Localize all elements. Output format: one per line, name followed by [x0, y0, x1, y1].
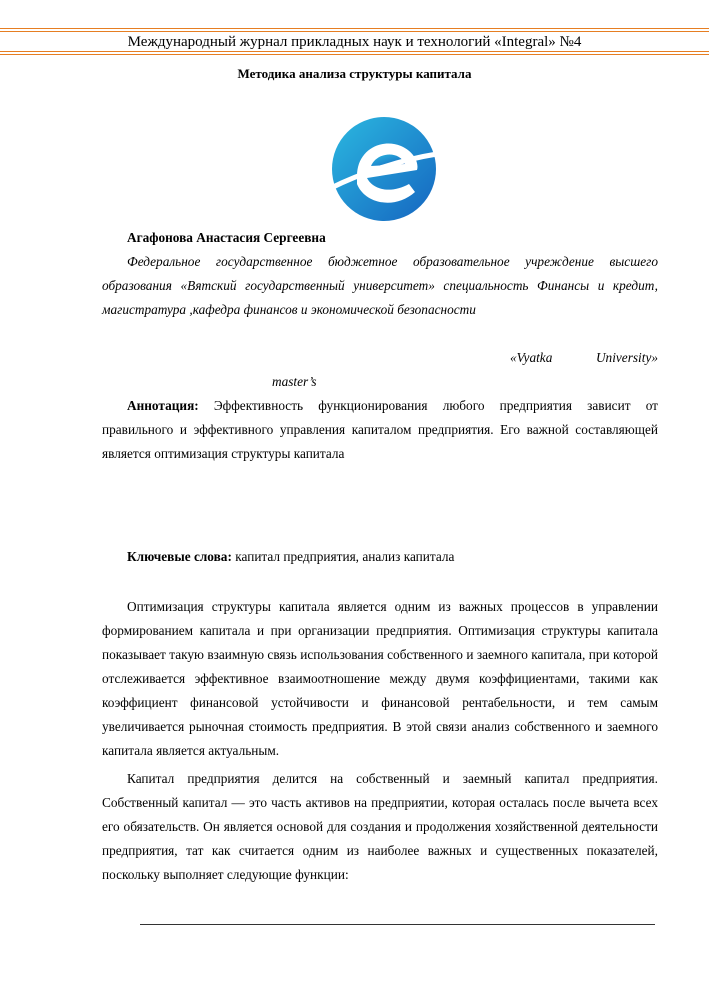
affiliation-en-word-1: «Vyatka — [510, 350, 553, 365]
affiliation-en-word-2: University» — [595, 350, 658, 365]
body-paragraph-1: Оптимизация структуры капитала является одним из важных процессов в управлении формированием капитала и при организации предприятия. Оптимизация структуры капитала показывает такую взаимную связь использования собственного и заемного капитала, при которой отслеживается эффективное взаимоотношение между двумя коэффициентами, такими как коэффициент финансовой устойчивости и финансовой рентабельности, и тем самым увеличивается рыночная стоимость предприятия. В этой связи анализ собственного и заемного капитала является актуальным. — [102, 599, 658, 758]
journal-header: Международный журнал прикладных наук и технологий «Integral» №4 — [127, 34, 582, 50]
footer-rule — [140, 924, 655, 925]
header-rule-bottom-inner — [0, 54, 709, 55]
header-rule-top-inner — [0, 31, 709, 32]
abstract — [102, 394, 658, 466]
affiliation-line-1: Федеральное государственное бюджетное образовательное учреждение высшего — [127, 254, 658, 269]
affiliation-line-2: образования «Вятский государственный университет» специальность Финансы и кредит, — [102, 278, 658, 293]
abstract-label: Аннотация: — [127, 398, 199, 413]
article-title: Методика анализа структуры капитала — [237, 66, 472, 81]
header-rule-top — [0, 28, 709, 29]
header-rule-bottom — [0, 51, 709, 52]
author-name: Агафонова Анастасия Сергеевна — [127, 230, 326, 245]
keywords-label: Ключевые слова: — [127, 549, 232, 564]
affiliation-line-3: магистратура ,кафедра финансов и экономической безопасности — [102, 302, 476, 317]
e-logo-icon — [329, 114, 439, 224]
keywords-text: капитал предприятия, анализ капитала — [235, 549, 455, 564]
abstract-text: Эффективность функционирования любого предприятия зависит от правильного и эффективного управления капиталом предприятия. Его важной составляющей является оптимизация структуры капитала — [102, 398, 658, 461]
body-paragraph-2: Капитал предприятия делится на собственный и заемный капитал предприятия. Собственный капитал — это часть активов на предприятии, которая осталась после вычета всех его обязательств. Он является основой для создания и продолжения хозяйственной деятельности предприятия, тат как считается одним из наиболее важных и существенных показателей, поскольку выполняет следующие функции: — [102, 771, 658, 882]
keywords — [102, 545, 658, 569]
affiliation-en-word-3: master’s — [272, 374, 317, 389]
